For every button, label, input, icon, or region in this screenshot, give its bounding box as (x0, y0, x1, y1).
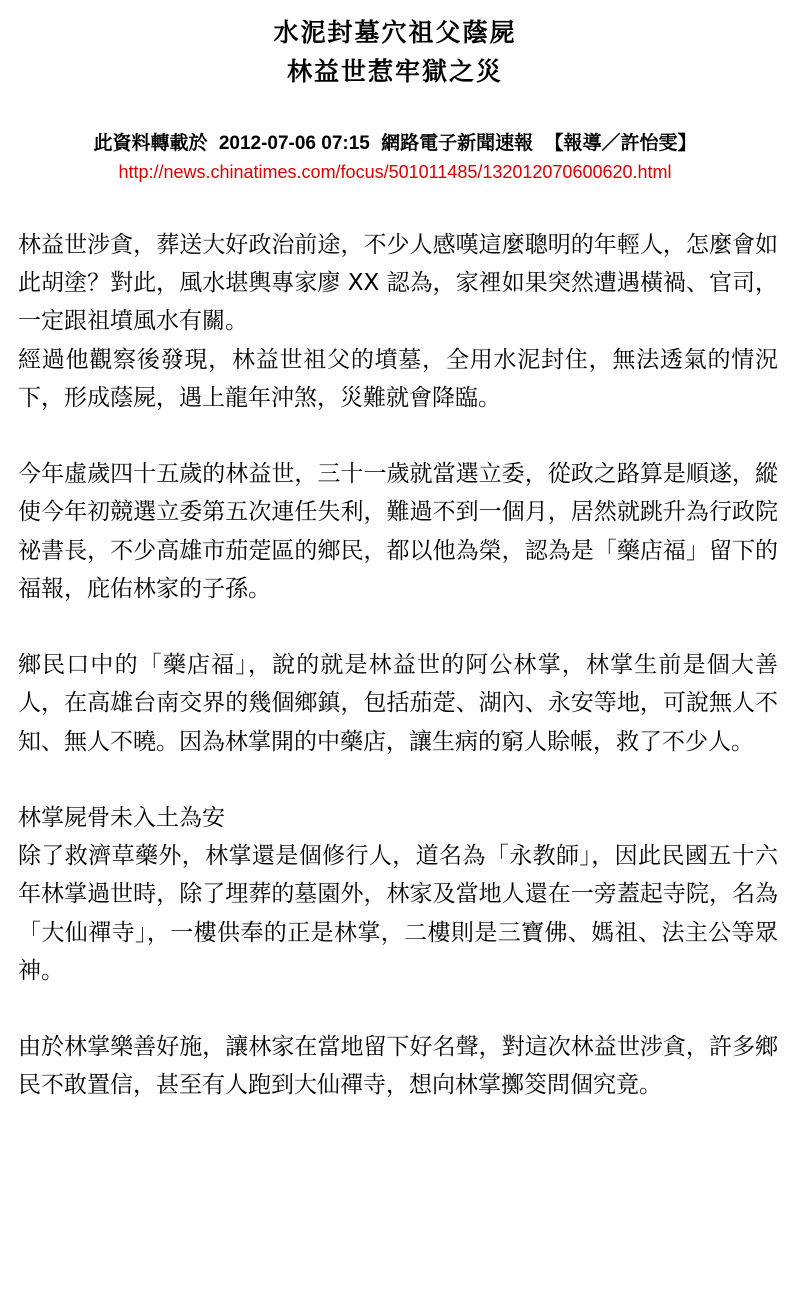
headline-line-2: 林益世惹牢獄之災 (286, 57, 503, 86)
article-paragraph: 除了救濟草藥外，林掌還是個修行人，道名為「永教師」，因此民國五十六年林掌過世時，除了埋葬的墓園外，林家及當地人還在一旁蓋起寺院，名為「大仙禪寺」，一樓供奉的正是林掌，二樓則是三寶佛、媽祖、法主公等眾神。 (18, 843, 778, 984)
article-subheading: 林掌屍骨未入土為安 (18, 805, 225, 831)
source-outlet: 網路電子新聞速報 (381, 133, 534, 154)
article-paragraph: 鄉民口中的「藥店福」，說的就是林益世的阿公林掌，林掌生前是個大善人，在高雄台南交界的幾個鄉鎮，包括茄萣、湖內、永安等地，可說無人不知、無人不曉。因為林掌開的中藥店，讓生病的窮人賒帳，救了不少人。 (18, 652, 778, 755)
source-reporter: 【報導／許怡雯】 (544, 133, 697, 154)
source-datetime: 2012-07-06 07:15 (218, 133, 370, 154)
headline-line-1: 水泥封墓穴祖父蔭屍 (273, 18, 517, 47)
paragraph-gap (18, 990, 778, 1028)
article-paragraph: 經過他觀察後發現，林益世祖父的墳墓，全用水泥封住，無法透氣的情況下，形成蔭屍，遇上龍年沖煞，災難就會降臨。 (18, 346, 778, 411)
source-line (0, 128, 790, 155)
article-body (18, 226, 778, 1105)
source-url-link[interactable]: http://news.chinatimes.com/focus/501011485/132012070600620.html (118, 162, 672, 182)
source-prefix: 此資料轉載於 (93, 133, 208, 154)
paragraph-gap (18, 761, 778, 799)
paragraph-gap (18, 608, 778, 646)
paragraph-gap (18, 417, 778, 455)
article-paragraph: 林益世涉貪，葬送大好政治前途，不少人感嘆這麼聰明的年輕人，怎麼會如此胡塗？對此，風水堪輿專家廖 XX 認為，家裡如果突然遭遇橫禍、官司，一定跟祖墳風水有關。 (18, 232, 778, 335)
article-paragraph: 由於林掌樂善好施，讓林家在當地留下好名聲，對這次林益世涉貪，許多鄉民不敢置信，甚至有人跑到大仙禪寺，想向林掌擲筊問個究竟。 (18, 1034, 778, 1099)
article-paragraph: 今年虛歲四十五歲的林益世，三十一歲就當選立委，從政之路算是順遂，縱使今年初競選立委第五次連任失利，難過不到一個月，居然就跳升為行政院祕書長，不少高雄市茄萣區的鄉民，都以他為榮，認為是「藥店福」留下的福報，庇佑林家的子孫。 (18, 461, 778, 602)
